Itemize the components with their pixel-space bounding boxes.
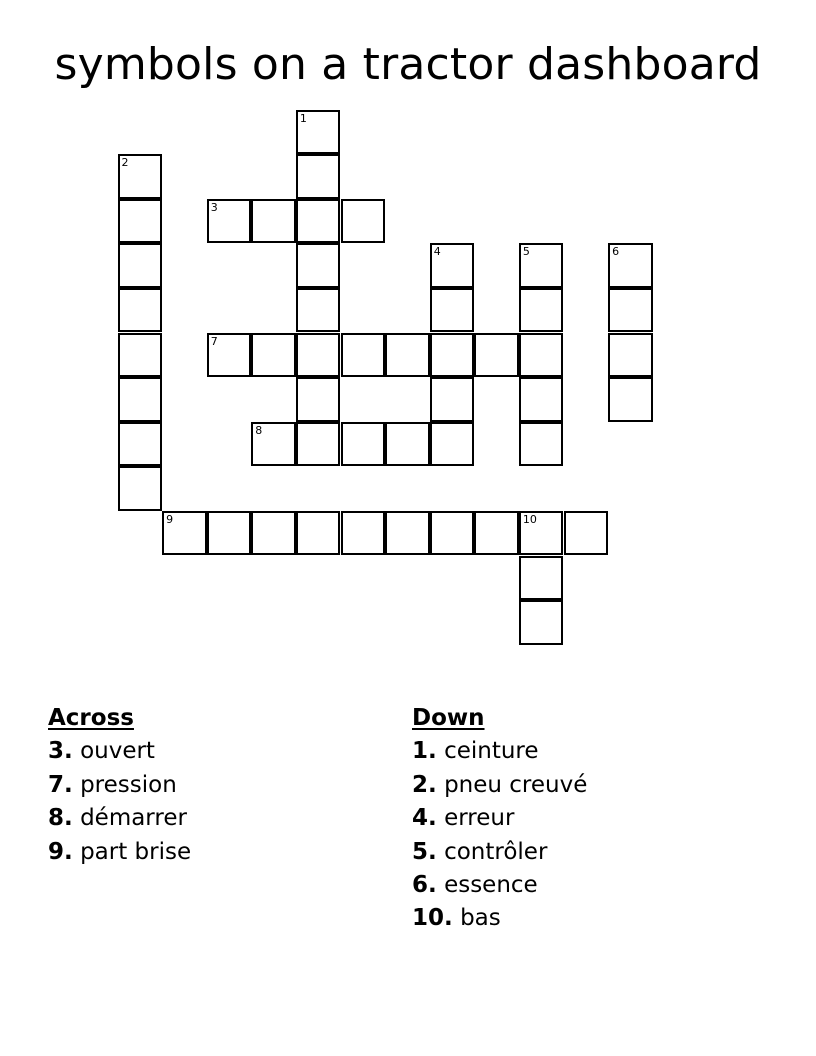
crossword-cell[interactable] — [474, 333, 519, 378]
crossword-cell[interactable] — [430, 377, 475, 422]
clue-text: part brise — [80, 838, 192, 865]
down-heading: Down — [412, 705, 485, 731]
crossword-cell[interactable] — [385, 511, 430, 556]
down-clue — [412, 836, 587, 869]
crossword-cell[interactable] — [207, 511, 252, 556]
crossword-cell[interactable] — [341, 511, 386, 556]
crossword-cell[interactable] — [251, 333, 296, 378]
crossword-cell[interactable] — [118, 333, 163, 378]
crossword-cell[interactable] — [296, 199, 341, 244]
crossword-cell[interactable] — [519, 333, 564, 378]
cell-number: 5 — [522, 245, 530, 259]
clue-text: pression — [80, 771, 177, 798]
across-clue — [48, 735, 191, 768]
clue-number: 10. — [412, 905, 453, 932]
across-heading: Across — [48, 705, 134, 731]
clue-number: 3. — [48, 738, 73, 765]
cell-number: 6 — [612, 245, 620, 259]
crossword-cell[interactable] — [564, 511, 609, 556]
crossword-cell[interactable] — [474, 511, 519, 556]
clue-number: 9. — [48, 838, 73, 865]
across-clue — [48, 836, 191, 869]
crossword-cell[interactable] — [296, 511, 341, 556]
down-clue — [412, 869, 587, 902]
clue-number: 5. — [412, 838, 437, 865]
cell-number: 1 — [299, 111, 307, 125]
cell-number: 8 — [255, 423, 263, 437]
crossword-cell[interactable] — [341, 333, 386, 378]
crossword-cell[interactable] — [385, 333, 430, 378]
clue-text: ouvert — [80, 738, 155, 765]
across-clue — [48, 802, 191, 835]
clue-number: 8. — [48, 805, 73, 832]
crossword-cell[interactable] — [251, 422, 296, 467]
crossword-cell[interactable] — [608, 288, 653, 333]
crossword-cell[interactable] — [430, 511, 475, 556]
clue-number: 4. — [412, 805, 437, 832]
crossword-cell[interactable] — [341, 199, 386, 244]
down-clue — [412, 902, 587, 935]
crossword-cell[interactable] — [118, 466, 163, 511]
crossword-cell[interactable] — [162, 511, 207, 556]
crossword-cell[interactable] — [519, 556, 564, 601]
crossword-cell[interactable] — [118, 422, 163, 467]
cell-number: 7 — [210, 334, 218, 348]
crossword-cell[interactable] — [207, 199, 252, 244]
crossword-cell[interactable] — [118, 154, 163, 199]
across-clue — [48, 769, 191, 802]
clue-text: essence — [444, 872, 538, 899]
crossword-cell[interactable] — [296, 288, 341, 333]
crossword-cell[interactable] — [296, 422, 341, 467]
crossword-cell[interactable] — [519, 511, 564, 556]
clue-text: pneu creuvé — [444, 771, 588, 798]
clue-text: ceinture — [444, 738, 539, 765]
crossword-cell[interactable] — [430, 288, 475, 333]
crossword-cell[interactable] — [118, 199, 163, 244]
crossword-cell[interactable] — [430, 422, 475, 467]
cell-number: 4 — [433, 245, 441, 259]
clue-text: bas — [460, 905, 501, 932]
crossword-cell[interactable] — [118, 377, 163, 422]
clue-text: erreur — [444, 805, 515, 832]
crossword-cell[interactable] — [118, 243, 163, 288]
down-clue — [412, 802, 587, 835]
crossword-cell[interactable] — [296, 377, 341, 422]
puzzle-title: symbols on a tractor dashboard — [54, 39, 762, 90]
crossword-cell[interactable] — [341, 422, 386, 467]
down-clue — [412, 769, 587, 802]
crossword-cell[interactable] — [296, 110, 341, 155]
clue-text: contrôler — [444, 838, 548, 865]
crossword-cell[interactable] — [296, 243, 341, 288]
crossword-cell[interactable] — [519, 288, 564, 333]
crossword-cell[interactable] — [385, 422, 430, 467]
clue-number: 2. — [412, 771, 437, 798]
crossword-cell[interactable] — [608, 243, 653, 288]
clue-text: démarrer — [80, 805, 187, 832]
crossword-cell[interactable] — [519, 600, 564, 645]
clue-number: 1. — [412, 738, 437, 765]
cell-number: 2 — [121, 156, 129, 170]
crossword-cell[interactable] — [118, 288, 163, 333]
clue-number: 7. — [48, 771, 73, 798]
crossword-cell[interactable] — [296, 154, 341, 199]
crossword-cell[interactable] — [519, 377, 564, 422]
across-clues — [48, 702, 191, 869]
crossword-cell[interactable] — [608, 333, 653, 378]
crossword-cell[interactable] — [207, 333, 252, 378]
crossword-cell[interactable] — [519, 243, 564, 288]
cell-number: 10 — [522, 512, 537, 526]
crossword-cell[interactable] — [430, 333, 475, 378]
crossword-cell[interactable] — [608, 377, 653, 422]
crossword-cell[interactable] — [430, 243, 475, 288]
cell-number: 3 — [210, 200, 218, 214]
down-clue — [412, 735, 587, 768]
cell-number: 9 — [166, 512, 174, 526]
down-clues — [412, 702, 587, 936]
crossword-cell[interactable] — [519, 422, 564, 467]
crossword-cell[interactable] — [296, 333, 341, 378]
clue-number: 6. — [412, 872, 437, 899]
crossword-cell[interactable] — [251, 511, 296, 556]
crossword-cell[interactable] — [251, 199, 296, 244]
